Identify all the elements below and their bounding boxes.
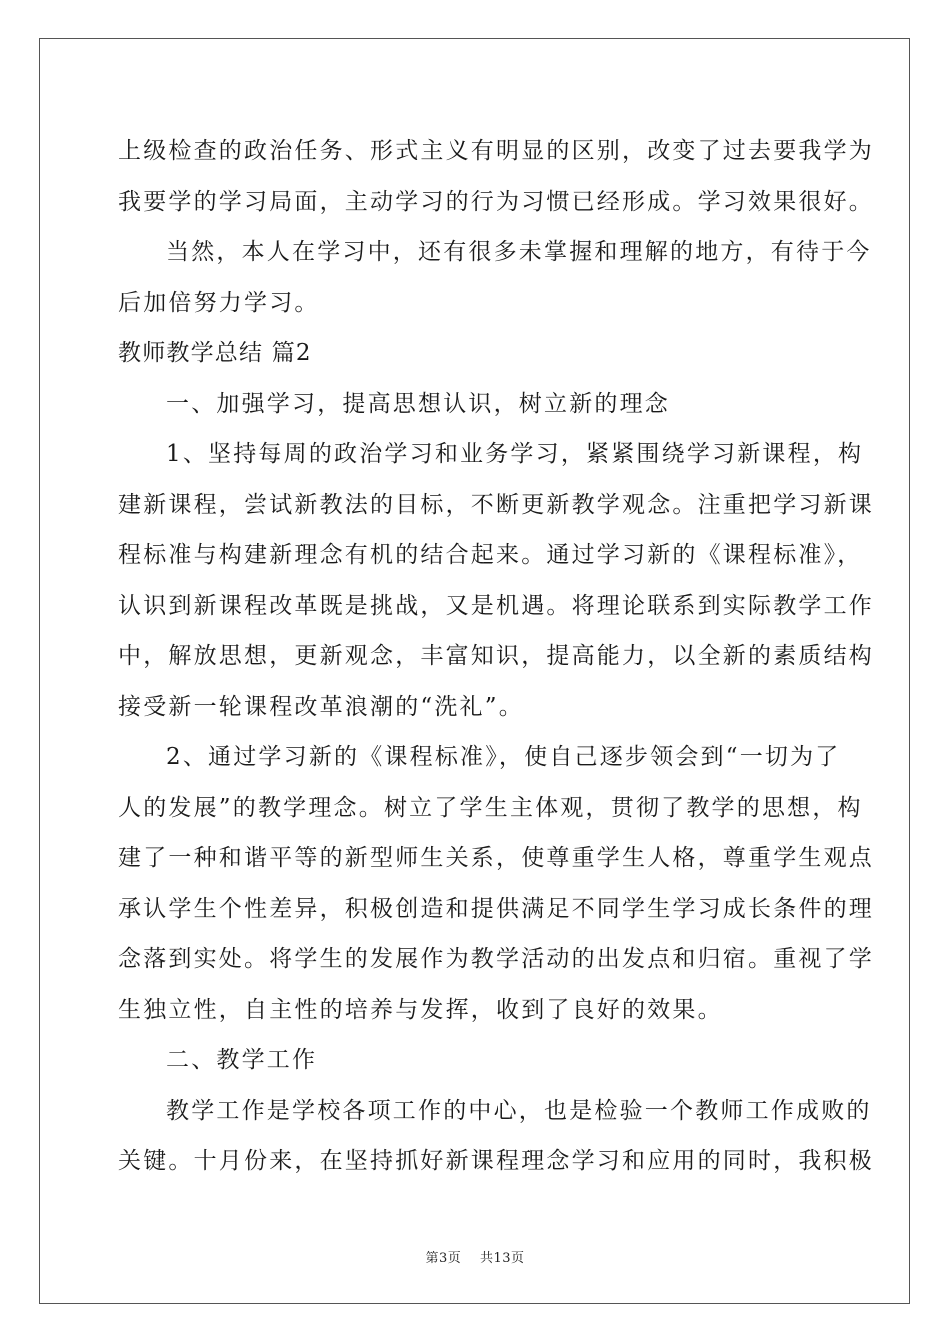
- page-total: 共13页: [479, 1251, 525, 1266]
- paragraph-line: 我要学的学习局面，主动学习的行为习惯已经形成。学习效果很好。: [118, 188, 874, 215]
- paragraph-line: 后加倍努力学习。: [118, 289, 320, 316]
- paragraph-line: 关键。十月份来，在坚持抓好新课程理念学习和应用的同时，我积极: [118, 1148, 874, 1174]
- paragraph-line: 承认学生个性差异，积极创造和提供满足不同学生学习成长条件的理: [118, 895, 874, 922]
- paragraph-line: 上级检查的政治任务、形式主义有明显的区别，改变了过去要我学为: [118, 138, 874, 164]
- paragraph-line: 2、通过学习新的《课程标准》，使自己逐步领会到“一切为了: [166, 744, 841, 770]
- paragraph-line: 教学工作是学校各项工作的中心，也是检验一个教师工作成败的: [166, 1097, 872, 1124]
- section-heading: 二、教学工作: [166, 1047, 318, 1073]
- section-heading: 一、加强学习，提高思想认识，树立新的理念: [166, 390, 670, 417]
- paragraph-line: 建新课程，尝试新教法的目标，不断更新教学观念。注重把学习新课: [118, 491, 874, 518]
- paragraph-line: 中，解放思想，更新观念，丰富知识，提高能力，以全新的素质结构: [118, 643, 874, 669]
- paragraph-line: 念落到实处。将学生的发展作为教学活动的出发点和归宿。重视了学: [118, 946, 874, 972]
- paragraph-line: 人的发展”的教学理念。树立了学生主体观，贯彻了教学的思想，构: [118, 794, 863, 821]
- paragraph-line: 生独立性，自主性的培养与发挥，收到了良好的效果。: [118, 996, 723, 1023]
- section-title: 教师教学总结 篇2: [118, 340, 312, 366]
- paragraph-line: 程标准与构建新理念有机的结合起来。通过学习新的《课程标准》，: [118, 542, 863, 568]
- paragraph-line: 当然，本人在学习中，还有很多未掌握和理解的地方，有待于今: [166, 239, 872, 265]
- paragraph-line: 认识到新课程改革既是挑战，又是机遇。将理论联系到实际教学工作: [118, 592, 874, 619]
- paragraph-line: 建了一种和谐平等的新型师生关系，使尊重学生人格，尊重学生观点: [118, 845, 874, 871]
- document-body: [118, 126, 874, 1187]
- page-footer: [0, 1247, 950, 1266]
- page-number: 第3页: [425, 1251, 462, 1266]
- paragraph-line: 1、坚持每周的政治学习和业务学习，紧紧围绕学习新课程，构: [166, 441, 864, 467]
- paragraph-line: 接受新一轮课程改革浪潮的“洗礼”。: [118, 693, 524, 720]
